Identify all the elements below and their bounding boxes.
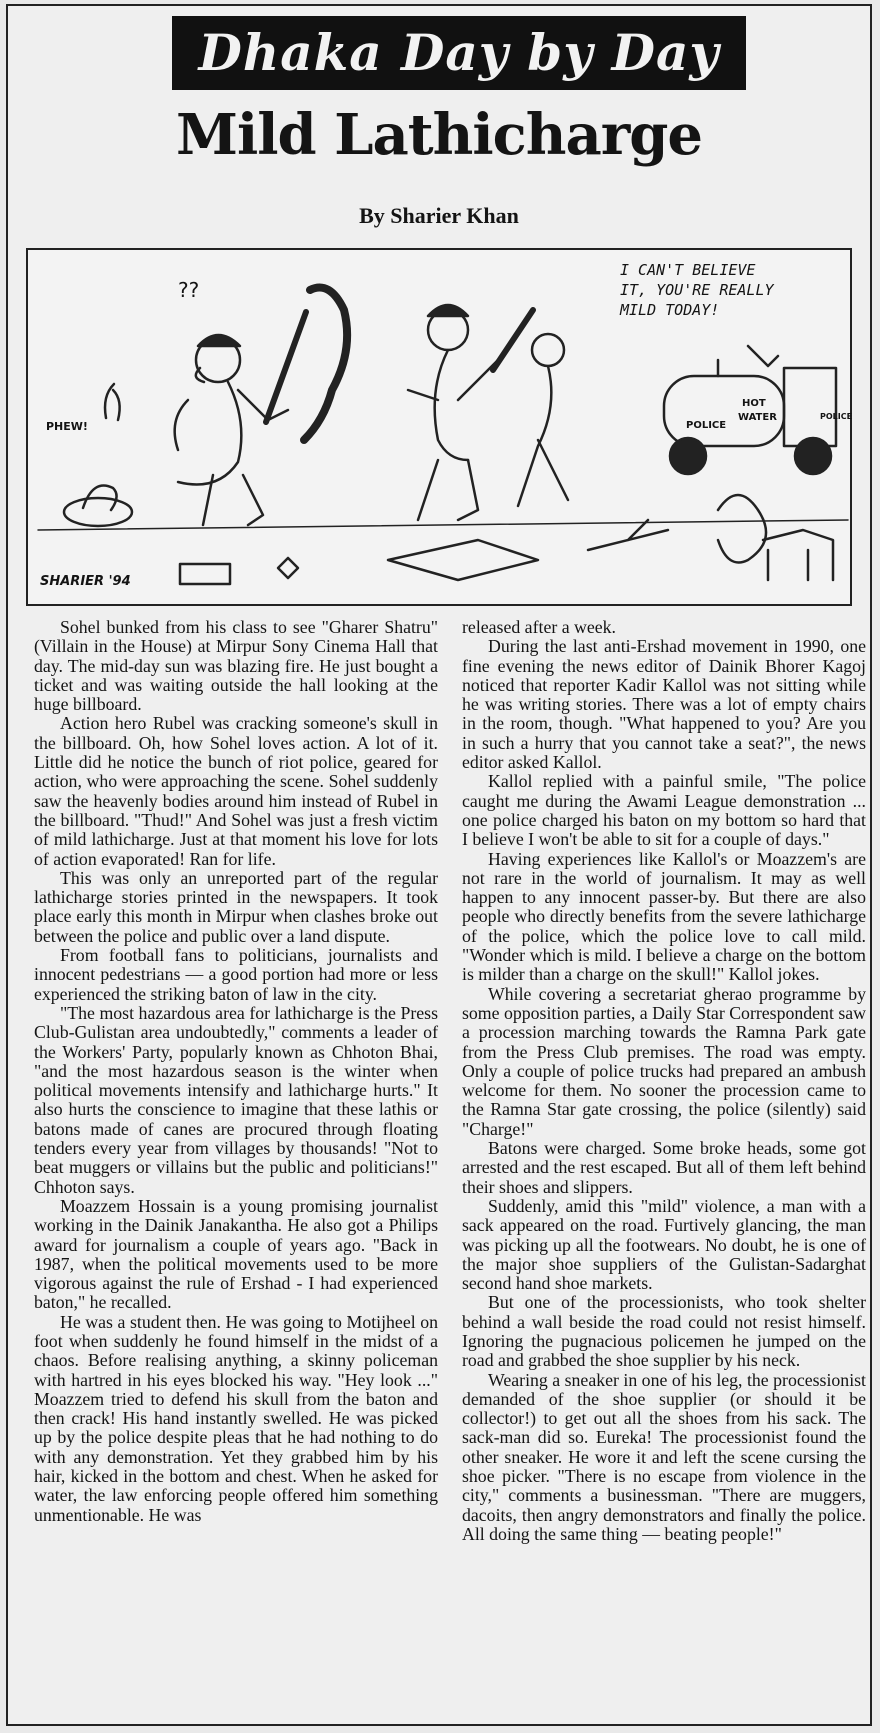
article-column-left: [34, 618, 438, 1525]
article-column-right: [462, 618, 866, 1544]
headline: Mild Lathicharge: [175, 102, 703, 168]
newspaper-page: [6, 4, 872, 1726]
truck-side-label: POLICE: [820, 412, 853, 421]
paragraph: Moazzem Hossain is a young promising journalist working in the Dainik Janakantha. He also got a Philips award for journalism a couple of years ago. "Back in 1987, when the political movements used to be more vigorous against the rule of Ershad - I had experienced baton," he recalled.: [34, 1195, 438, 1313]
paragraph: Suddenly, amid this "mild" violence, a man with a sack appeared on the road. Furtively glancing, the man was picking up all the footwears. No doubt, he is one of the major shoe suppliers of the Gulistan-Sadarghat second hand shoe markets.: [462, 1195, 866, 1294]
paragraph: During the last anti-Ershad movement in 1990, one fine evening the news editor of Dainik Bhorer Kagoj noticed that reporter Kadir Kallol was not sitting while he was writing stories. There was a lot of empty chairs in the room, though. "What happened to you? Are you in such a hurry that you cannot take a seat?", the news editor asked Kallol.: [462, 636, 866, 773]
byline: By Sharier Khan: [359, 203, 519, 228]
speech-bubble-text: I CAN'T BELIEVE IT, YOU'RE REALLY MILD TODAY!: [620, 261, 774, 319]
paragraph: But one of the processionists, who took shelter behind a wall beside the road could not resist himself. Ignoring the pugnacious policemen he jumped on the road and grabbed the shoe supplier by his neck.: [462, 1292, 866, 1371]
paragraph: released after a week.: [462, 617, 616, 637]
paragraph: He was a student then. He was going to Motijheel on foot when suddenly he found himself in the midst of a chaos. Before realising anything, a skinny policeman with hartred in his eyes blocked his way. "Hey look ..." Moazzem tried to defend his skull from the baton and then crack! His hand instantly swelled. He was picked up by the police despite pleas that he had nothing to do with any demonstration. Yet they grabbed him by his hair, kicked in the bottom and chest. When he asked for water, the law enforcing people offered him something unmentionable. He was: [34, 1311, 438, 1525]
column-banner: Dhaka Day by Day: [172, 16, 746, 90]
tank-label-water: WATER: [738, 412, 777, 423]
truck-tank-label: POLICE: [686, 420, 727, 431]
question-marks: ??: [178, 278, 200, 302]
cartoon-illustration: [26, 248, 852, 606]
paragraph: Wearing a sneaker in one of his leg, the processionist demanded of the shoe supplier (or should it be collector!) to get out all the shoes from his sack. The sack-man did so. Eureka! The processionist found the other sneaker. He wore it and left the scene cursing the shoe picker. "There is no escape from violence in the city," comments a businessman. "There are muggers, dacoits, then angry demonstrators and finally the police. All doing the same thing — beating people!": [462, 1369, 866, 1544]
paragraph: Kallol replied with a painful smile, "The police caught me during the Awami League demonstration ... one police charged his baton on my bottom so hard that I believe I won't be able to sit for a couple of days.": [462, 771, 866, 850]
paragraph: This was only an unreported part of the regular lathicharge stories printed in the newspapers. It took place early this month in Mirpur when clashes broke out between the police and public over a land dispute.: [34, 867, 438, 946]
paragraph: Having experiences like Kallol's or Moazzem's are not rare in the world of journalism. It may as well happen to any innocent passer-by. But there are also people who directly benefits from the severe lathicharge of the police, which the police love to call mild. "Wonder which is mild. I believe a charge on the bottom is milder than a charge on the skull!" Kallol jokes.: [462, 848, 866, 985]
paragraph: While covering a secretariat gherao programme by some opposition parties, a Daily Star Correspondent saw a procession marching towards the Ramna Park gate from the Press Club premises. The road was empty. Only a couple of police trucks had prepared an ambush welcome for them. No sooner the procession came to the Ramna Star gate crossing, the police (silently) said "Charge!": [462, 983, 866, 1139]
paragraph: From football fans to politicians, journalists and innocent pedestrians — a good portion had more or less experienced the striking baton of law in the city.: [34, 945, 438, 1004]
paragraph: Sohel bunked from his class to see "Gharer Shatru" (Villain in the House) at Mirpur Sony Cinema Hall that day. The mid-day sun was blazing fire. He just bought a ticket and was waiting outside the hall looking at the huge billboard.: [34, 617, 438, 715]
paragraph: Batons were charged. Some broke heads, some got arrested and the rest escaped. But all of them left behind their shoes and slippers.: [462, 1138, 866, 1197]
phew-exclamation: PHEW!: [46, 420, 88, 433]
cartoonist-signature: SHARIER '94: [40, 574, 131, 589]
paragraph: Action hero Rubel was cracking someone's skull in the billboard. Oh, how Sohel loves action. A lot of it. Little did he notice the bunch of riot police, geared for action, who were approaching the scene. Sohel suddenly saw the heavenly bodies around him instead of Rubel in the billboard. "Thud!" And Sohel was just a fresh victim of mild lathicharge. Just at that moment his love for lots of action evaporated! Ran for life.: [34, 713, 438, 869]
tank-label-hot: HOT: [742, 398, 766, 409]
paragraph: "The most hazardous area for lathicharge is the Press Club-Gulistan area undoubtedly," comments a leader of the Workers' Party, popularly known as Chhoton Bhai, "and the most hazardous season is the winter when political movements intensify and lathicharge hurts." It also hurts the conscience to imagine that these lathis or batons made of canes are procured through floating tenders every year from villages by thousands! "Not to beat muggers or villains but the public and politicians!" Chhoton says.: [34, 1002, 438, 1197]
